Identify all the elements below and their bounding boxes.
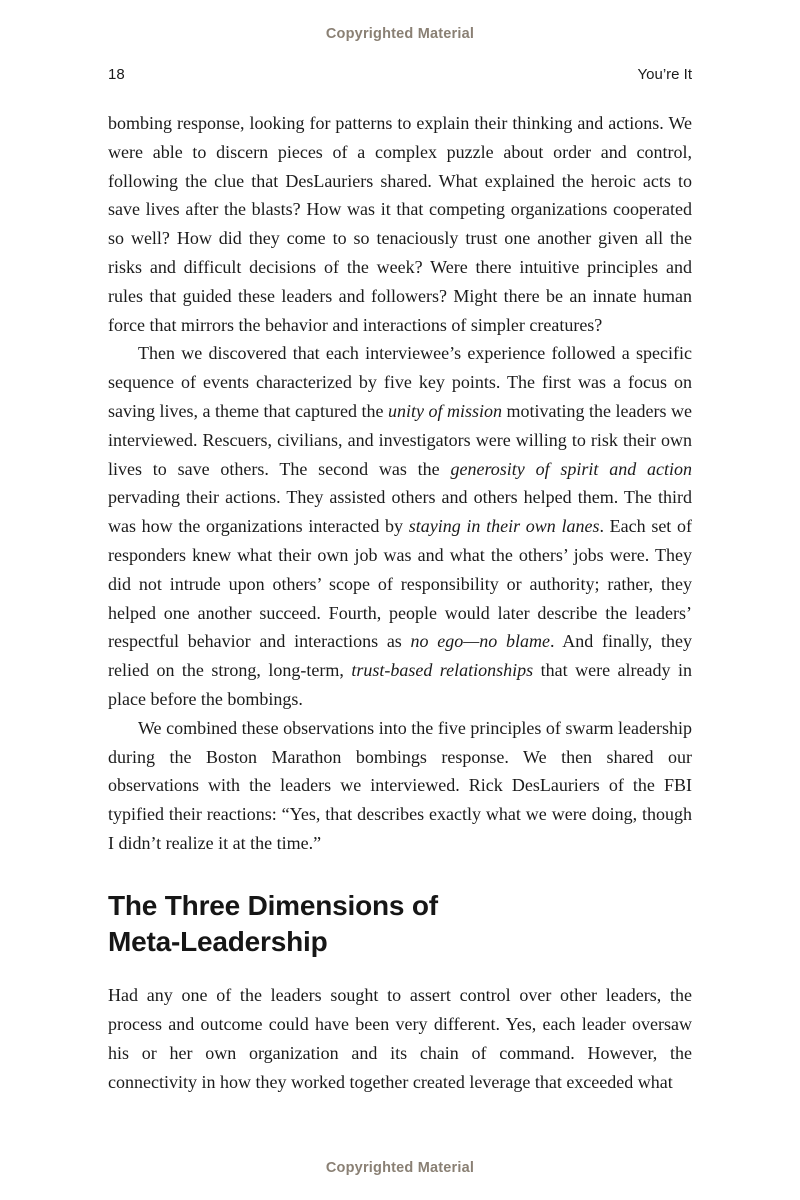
page-number: 18 <box>108 66 125 83</box>
italic-text: trust-based relationships <box>351 660 534 681</box>
paragraph <box>108 714 692 858</box>
copyright-notice-top: Copyrighted Material <box>325 26 475 42</box>
italic-text: staying in their own lanes <box>408 516 600 537</box>
body-text-segment: bombing response, looking for patterns to explain their thinking and actions. We were able to discern pieces of a complex puzzle about order and control, following the clue that DesLauriers shared. What explained the heroic acts to save lives after the blasts? How was it that competing organizations cooperated so well? How did they come to so tenaciously trust one another given all the risks and difficult decisions of the week? Were there intuitive principles and rules that guided these leaders and followers? Might there be an innate human force that mirrors the behavior and interactions of simpler creatures? <box>108 113 692 335</box>
body-text-segment: . Each set of responders knew what their own job was and what the others’ jobs were. They did not intrude upon others’ scope of responsibility or authority; rather, they helped one another succeed. Fourth, people would later describe the leaders’ respectful behavior and interactions as <box>108 516 692 652</box>
copyright-notice-bottom: Copyrighted Material <box>325 1160 475 1176</box>
body-text-segment: Then we discovered that each interviewee’s experience followed a specific sequence of events characterized by five key points. The first was a focus on saving lives, a theme that captured the <box>108 343 692 421</box>
paragraph <box>108 109 692 339</box>
body-text-segment: . And finally, they relied on the strong, long-term, <box>108 631 693 681</box>
body-text-segment: pervading their actions. They assisted others and others helped them. The third was how the organizations interacted by <box>108 487 692 537</box>
body-text <box>108 109 692 1097</box>
body-text-segment: Had any one of the leaders sought to assert control over other leaders, the process and outcome could have been very different. Yes, each leader oversaw his or her own organization and its chain of command. However, the connectivity in how they worked together created leverage that exceeded what <box>108 985 692 1092</box>
page-header <box>108 66 692 83</box>
body-text-segment: that were already in place before the bombings. <box>108 660 692 709</box>
paragraph <box>108 339 692 713</box>
italic-text: unity of mission <box>387 400 503 421</box>
body-text-segment: We combined these observations into the five principles of swarm leadership during the Boston Marathon bombings response. We then shared our observations with the leaders we interviewed. Rick DesLauriers of the FBI typified their reactions: “Yes, that describes exactly what we were doing, though I didn’t realize it at the time.” <box>108 717 692 853</box>
body-text-segment: motivating the leaders we interviewed. Rescuers, civilians, and investigators were willing to risk their own lives to save others. The second was the <box>108 400 692 479</box>
paragraph <box>108 981 692 1096</box>
section-heading: The Three Dimensions of Meta-Leadership <box>108 889 438 957</box>
running-title: You’re It <box>637 66 692 83</box>
italic-text: no ego—no blame <box>410 631 550 652</box>
italic-text: generosity of spirit and action <box>450 458 692 479</box>
